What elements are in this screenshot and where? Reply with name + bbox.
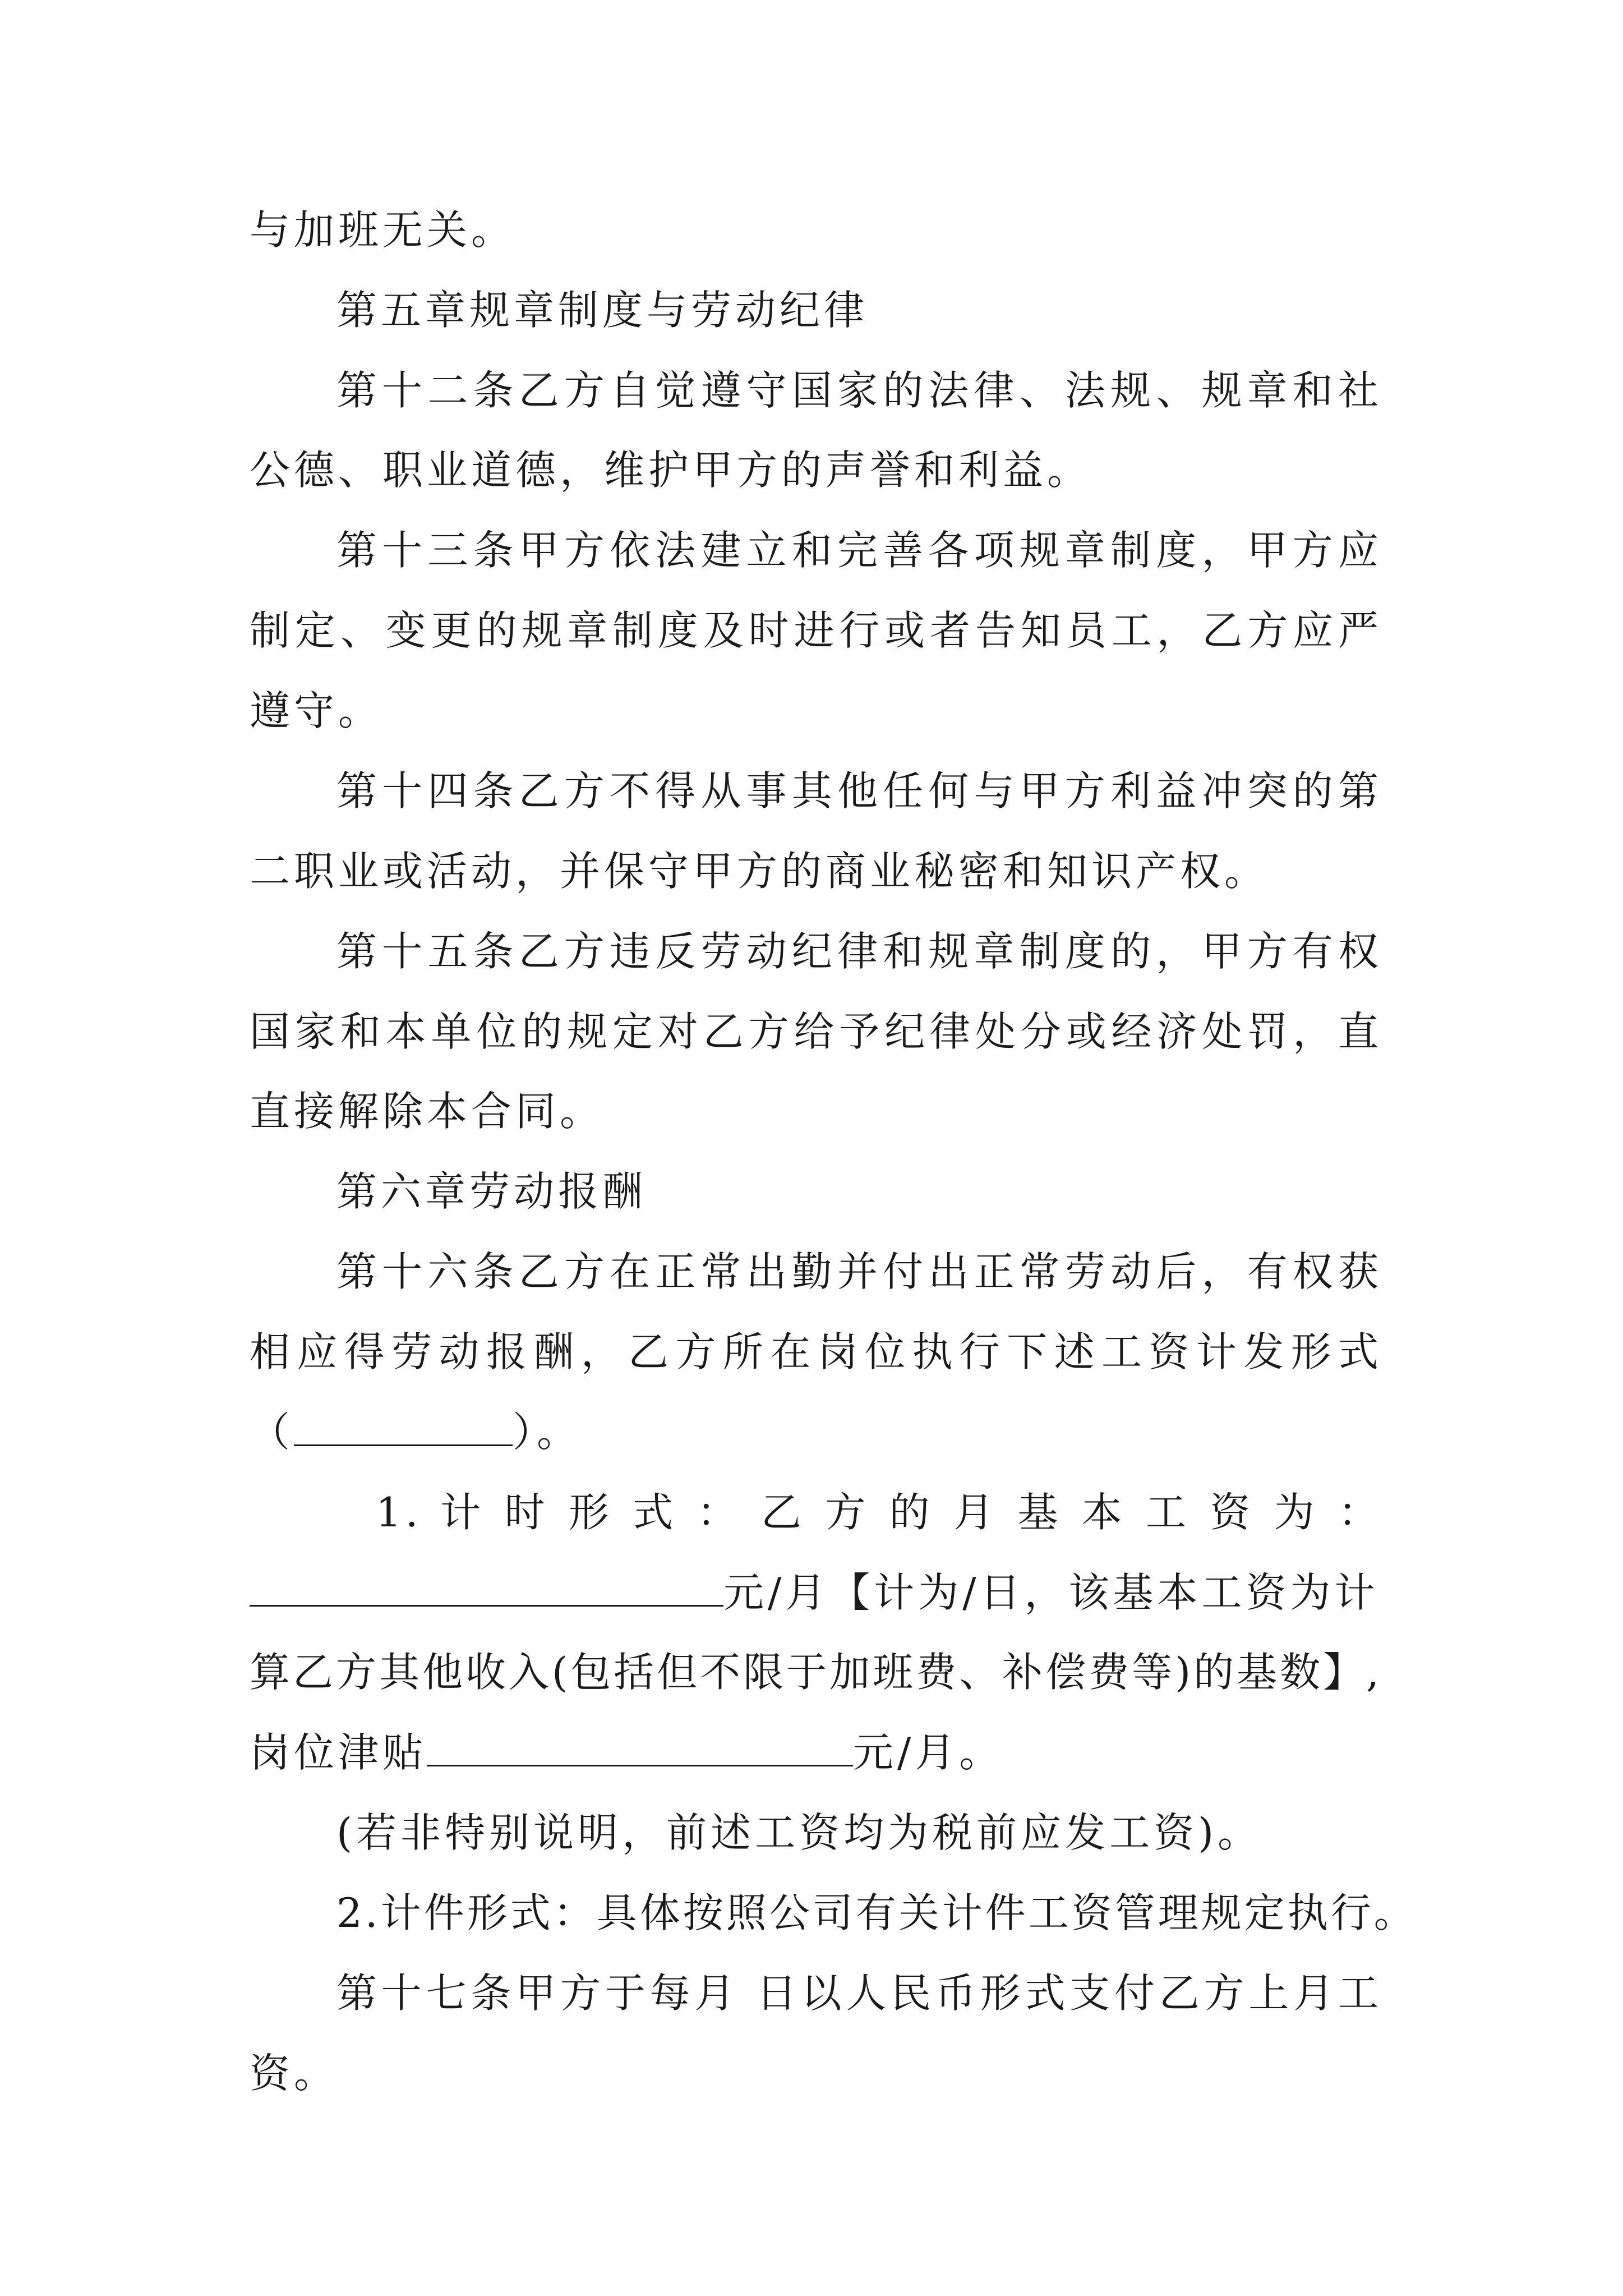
- chapter-heading: 第五章规章制度与劳动纪律: [336, 287, 869, 334]
- text-line: 第十三条甲方依法建立和完善各项规章制度，甲方应: [336, 527, 1382, 574]
- text-line: 第十四条乙方不得从事其他任何与甲方利益冲突的第: [336, 767, 1382, 815]
- text-line: (若非特别说明，前述工资均为税前应发工资)。: [336, 1809, 1262, 1856]
- text-line: 2.计件形式：具体按照公司有关计件工资管理规定执行。: [336, 1889, 1417, 1936]
- allowance-blank: [427, 1729, 853, 1766]
- text-line: 资。: [250, 2050, 339, 2097]
- allowance-label: 岗位津贴: [250, 1729, 427, 1776]
- text-line: 1. 计 时 形 式 ： 乙 方 的 月 基 本 工 资 为 ：: [376, 1489, 1382, 1536]
- text-line: 第十七条甲方于每月 日以人民币形式支付乙方上月工: [336, 1970, 1382, 2017]
- wage-form-blank: [294, 1409, 513, 1446]
- text-line: 遵守。: [250, 687, 383, 734]
- text-line: 公德、职业道德，维护甲方的声誉和利益。: [250, 447, 1092, 494]
- allowance-line: [250, 1726, 1382, 1779]
- allowance-unit: 元/月。: [853, 1729, 1004, 1776]
- close-paren: ）。: [513, 1409, 582, 1456]
- text-line: 第十六条乙方在正常出勤并付出正常劳动后，有权获: [336, 1248, 1382, 1295]
- base-salary-blank: [250, 1569, 723, 1607]
- text-line: 二职业或活动，并保守甲方的商业秘密和知识产权。: [250, 848, 1269, 895]
- open-paren: （: [250, 1409, 294, 1456]
- text-line: 国家和本单位的规定对乙方给予纪律处分或经济处罚，直: [250, 1008, 1382, 1055]
- text-line: 制定、变更的规章制度及时进行或者告知员工，乙方应严: [250, 607, 1382, 654]
- base-salary-text: 元/月【计为/日，该基本工资为计: [723, 1569, 1379, 1616]
- text-line: 相应得劳动报酬，乙方所在岗位执行下述工资计发形式: [250, 1328, 1382, 1375]
- base-salary-line: [250, 1566, 1382, 1619]
- text-line: 第十二条乙方自觉遵守国家的法律、法规、规章和社: [336, 367, 1382, 414]
- text-line: 与加班无关。: [250, 206, 516, 254]
- wage-form-line: [250, 1405, 1382, 1459]
- text-line: 第十五条乙方违反劳动纪律和规章制度的，甲方有权: [336, 928, 1382, 975]
- chapter-heading: 第六章劳动报酬: [336, 1168, 647, 1215]
- text-line: 直接解除本合同。: [250, 1088, 605, 1135]
- text-line: 算乙方其他收入(包括但不限于加班费、补偿费等)的基数】,: [250, 1649, 1382, 1696]
